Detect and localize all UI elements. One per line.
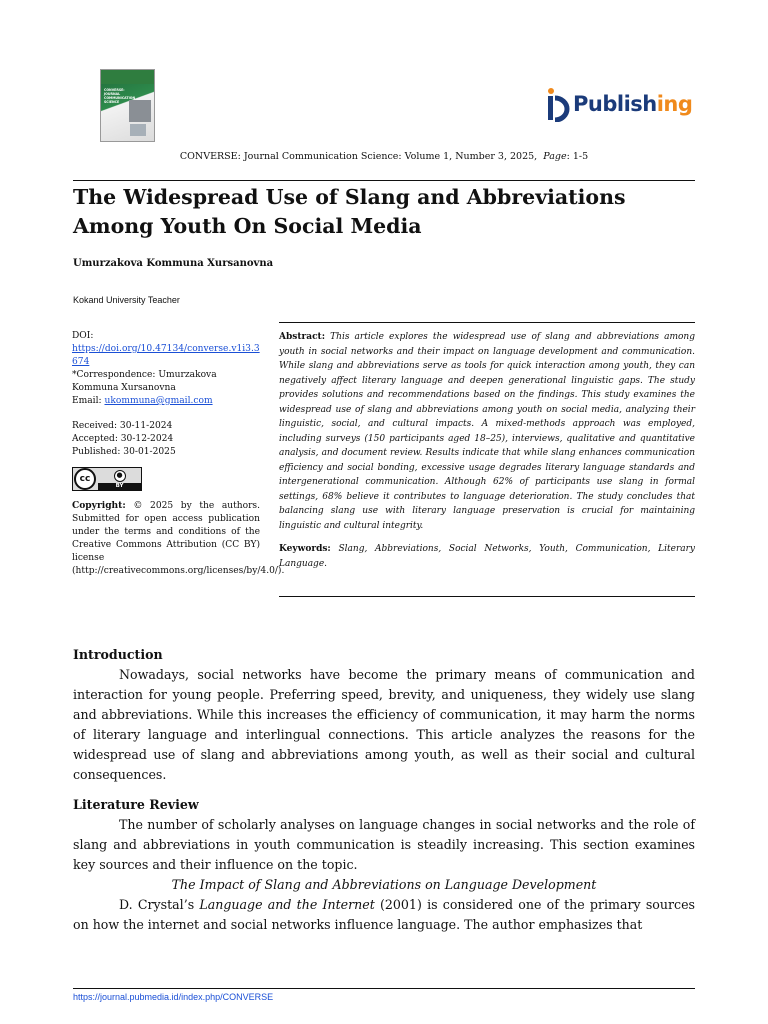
literature-review-paragraph: The number of scholarly analyses on language changes in social networks and the role of slang and abbreviations in youth communication is steadily increasing. This section examines key sources and their influence on the topic.: [73, 817, 695, 872]
abstract-label: Abstract:: [279, 332, 326, 342]
cover-photo: [129, 100, 151, 122]
journal-citation-line: CONVERSE: Journal Communication Science: Volume 1, Number 3, 2025, Page: 1-5: [179, 151, 589, 162]
introduction-paragraph: Nowadays, social networks have become the primary means of communication and interaction for young people. Preferring speed, brevity, and uniqueness, they widely use slang and abbreviations. While this increases the efficiency of communication, it may harm the norms of literary language and interlingual connections. This article analyzes the reasons for the widespread use of slang and abbreviations among youth, as well as their social and cultural consequences.: [73, 667, 695, 782]
paper-title: The Widespread Use of Slang and Abbreviations Among Youth On Social Media: [73, 185, 626, 238]
cover-title: CONVERSE: JOURNAL COMMUNICATION SCIENCE: [104, 88, 136, 104]
header-divider: [73, 180, 695, 181]
abstract-bottom-divider: [279, 596, 695, 597]
accepted-date: Accepted: 30-12-2024: [72, 434, 174, 444]
copyright-notice: Copyright: © 2025 by the authors. Submitted for open access publication under the terms and conditions of the Creative Commons Attribution (CC BY) license (http://creativecommons.org/licenses/by/4.0/).: [72, 500, 285, 576]
author-name: Umurzakova Kommuna Xursanovna: [73, 258, 274, 269]
abstract-text: This article explores the widespread use of slang and abbreviations among youth in social networks and their impact on language development and communication. While slang and abbreviations serve as tools for quick interaction among youth, they can negatively affect literary language and deepen generational linguistic gaps. The study provides solutions and recommendations based on the findings. This study examines the widespread use of slang and abbreviations among youth on social media, analyzing their linguistic, social, and cultural impacts. A mixed-methods approach was employed, including surveys (150 participants aged 18–25), interviews, qualitative and quantitative analysis, and document review. Results indicate that while slang enhances communication efficiency and social bonding, excessive usage degrades literary language standards and intergenerational communication. Although 62% of participants use slang in formal settings, 68% believe it contributes to language deterioration. The study concludes that balancing slang use with literary language preservation is crucial for maintaining linguistic and cultural integrity.: [279, 332, 695, 531]
page-label: Page: [543, 151, 567, 162]
abstract-paragraph: [279, 330, 695, 533]
cc-icon: cc: [74, 468, 96, 490]
publisher-logo-text: Publishing: [573, 92, 693, 116]
page-range: : 1-5: [566, 151, 589, 162]
publisher-logo: [543, 86, 692, 122]
published-date: Published: 30-01-2025: [72, 447, 176, 457]
book-title: Language and the Internet: [199, 897, 375, 912]
received-date: Received: 30-11-2024: [72, 421, 173, 431]
cc-by-license-badge[interactable]: [72, 467, 142, 491]
literature-subheading: The Impact of Slang and Abbreviations on Language Development: [171, 877, 597, 892]
correspondence: *Correspondence: Umurzakova Kommuna Xursanovna: [72, 370, 217, 393]
cc-by-panel: [98, 468, 141, 490]
doi-label: DOI:: [72, 331, 94, 341]
abstract-section: [279, 330, 695, 571]
email-line: Email: ukommuna@gmail.com: [72, 396, 213, 406]
introduction-heading: Introduction: [73, 647, 163, 662]
cover-photo-secondary: [130, 124, 146, 136]
publisher-logo-icon: [543, 86, 571, 122]
footer-divider: [73, 988, 695, 989]
abstract-top-divider: [279, 322, 695, 323]
literature-paragraph-2: D. Crystal’s Language and the Internet (2001) is considered one of the primary sources on how the internet and social networks influence language. The author emphasizes that: [73, 897, 695, 932]
keywords-label: Keywords:: [279, 544, 331, 554]
literature-review-heading: Literature Review: [73, 797, 199, 812]
article-info-sidebar: [72, 330, 285, 578]
doi-link[interactable]: https://doi.org/10.47134/converse.v1i3.3674: [72, 344, 260, 367]
attribution-icon: ●: [98, 468, 141, 483]
keywords-line: [279, 542, 695, 571]
journal-cover-image: [100, 69, 155, 142]
author-affiliation: Kokand University Teacher: [73, 295, 180, 305]
email-link[interactable]: ukommuna@gmail.com: [104, 396, 213, 406]
cc-by-label: BY: [115, 483, 124, 489]
keywords-text: Slang, Abbreviations, Social Networks, Youth, Communication, Literary Language.: [279, 544, 695, 569]
main-body: [73, 645, 695, 935]
footer-journal-link[interactable]: https://journal.pubmedia.id/index.php/CONVERSE: [73, 992, 274, 1002]
cover-strip: [101, 70, 154, 84]
